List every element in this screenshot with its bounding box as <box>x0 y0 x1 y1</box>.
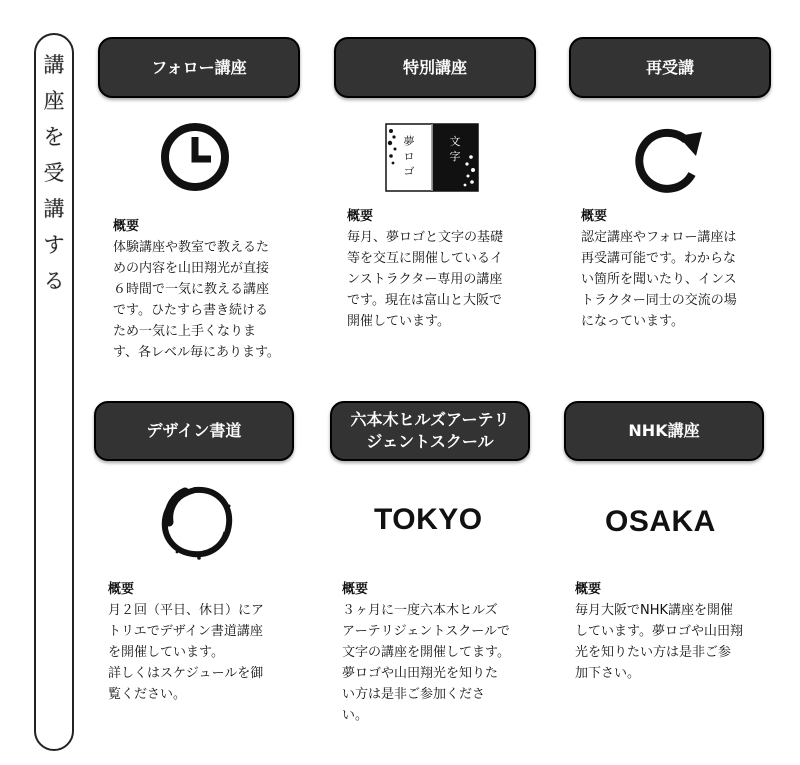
description-line: 再受講可能です。わからな <box>581 251 736 266</box>
enso-circle-icon <box>155 482 237 564</box>
roppongi-school-label-line: 六本木ヒルズアーテリ <box>350 410 510 429</box>
side-heading-char: 受 <box>43 161 65 185</box>
side-heading-char: 講 <box>43 53 65 77</box>
description-line: めの内容を山田翔光が直接 <box>113 261 270 276</box>
description-heading: 概要 <box>575 582 602 597</box>
special-course-button[interactable] <box>334 37 536 98</box>
retake-course-label: 再受講 <box>645 57 694 77</box>
design-shodo-label: デザイン書道 <box>146 421 242 440</box>
refresh-icon <box>634 124 706 196</box>
book-title-char: ゴ <box>403 165 415 178</box>
side-heading-char: る <box>43 269 65 293</box>
special-course-label: 特別講座 <box>402 57 467 77</box>
side-heading-char: 講 <box>43 197 65 221</box>
description-line: い方は是非ご参加くださ <box>342 687 486 702</box>
description-line: 夢ロゴや山田翔光を知りた <box>342 666 499 681</box>
description-line: ンストラクター専用の講座 <box>347 272 503 287</box>
description-line: す、各レベル毎にあります。 <box>113 345 280 360</box>
book-title-char: 字 <box>449 150 461 163</box>
description-line: アーテリジェントスクールで <box>342 624 510 639</box>
description-line: 毎月大阪でNHK講座を開催 <box>575 603 734 618</box>
retake-course-button[interactable] <box>569 37 771 98</box>
description-line: 開催しています。 <box>347 314 450 329</box>
retake-course-description <box>581 206 737 332</box>
roppongi-school-button[interactable] <box>330 401 530 461</box>
description-line: 覧ください。 <box>108 687 187 702</box>
book-title-char: ロ <box>403 150 415 163</box>
side-heading-pill <box>34 33 74 751</box>
side-heading-char: を <box>43 125 65 149</box>
description-line: ６時間で一気に教える講座 <box>113 282 270 297</box>
description-line: 体験講座や教室で教えるた <box>113 240 270 255</box>
description-line: を開催しています。 <box>108 645 224 660</box>
description-line: になっています。 <box>581 314 684 329</box>
follow-course-description <box>113 216 280 363</box>
description-line: 詳しくはスケジュールを御 <box>108 666 264 681</box>
nhk-course-label: NHK講座 <box>628 421 700 440</box>
description-line: トラクター同士の交流の場 <box>581 293 737 308</box>
book-cover-icon <box>385 123 479 193</box>
description-line: 加下さい。 <box>575 666 641 681</box>
osaka-logo: OSAKA <box>605 505 716 538</box>
description-line: です。ひたすら書き続ける <box>113 303 268 318</box>
follow-course-label: フォロー講座 <box>151 57 247 77</box>
special-course-description <box>347 206 503 332</box>
tokyo-logo: TOKYO <box>374 503 483 536</box>
description-line: 文字の講座を開催してます。 <box>342 645 510 660</box>
description-line: 等を交互に開催しているイ <box>347 251 504 266</box>
roppongi-school-label <box>350 409 509 453</box>
roppongi-school-description <box>342 579 510 726</box>
description-line: しています。夢ロゴや山田翔 <box>575 624 743 639</box>
book-title-char: 文 <box>449 135 461 148</box>
roppongi-school-label-line: ジェントスクール <box>366 432 494 451</box>
description-line: 認定講座やフォロー講座は <box>581 230 737 245</box>
clock-icon <box>159 121 231 193</box>
follow-course-button[interactable] <box>98 37 300 98</box>
nhk-course-button[interactable] <box>564 401 764 461</box>
side-heading-char: 座 <box>43 89 65 113</box>
design-shodo-button[interactable] <box>94 401 294 461</box>
description-heading: 概要 <box>113 219 140 234</box>
description-line: 毎月、夢ロゴと文字の基礎 <box>347 230 504 245</box>
side-heading-text <box>36 47 72 299</box>
book-title-char: 夢 <box>403 135 415 148</box>
description-line: トリエでデザイン書道講座 <box>108 624 263 639</box>
description-heading: 概要 <box>581 209 608 224</box>
nhk-course-description <box>575 579 743 684</box>
description-heading: 概要 <box>108 582 135 597</box>
description-line: い箇所を聞いたり、インス <box>581 272 737 287</box>
side-heading-char: す <box>43 233 65 257</box>
description-line: です。現在は富山と大阪で <box>347 293 502 308</box>
description-line: 光を知りたい方は是非ご参 <box>575 645 732 660</box>
description-line: い。 <box>342 708 369 723</box>
design-shodo-description <box>108 579 264 705</box>
description-line: 月２回（平日、休日）にア <box>108 603 265 618</box>
description-heading: 概要 <box>347 209 374 224</box>
description-line: ３ヶ月に一度六本木ヒルズ <box>342 603 498 618</box>
description-heading: 概要 <box>342 582 369 597</box>
description-line: ため一気に上手くなりま <box>113 324 257 339</box>
